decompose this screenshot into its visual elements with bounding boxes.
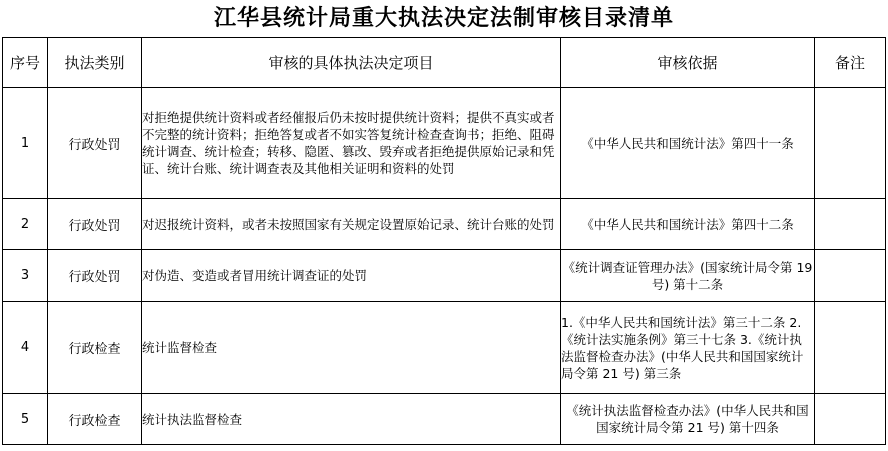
row-note — [815, 394, 886, 445]
row-category: 行政处罚 — [48, 199, 142, 250]
row-note — [815, 302, 886, 394]
header-no: 序号 — [3, 38, 48, 88]
row-item: 对迟报统计资料，或者未按照国家有关规定设置原始记录、统计台账的处罚 — [142, 199, 561, 250]
row-note — [815, 199, 886, 250]
row-no: 1 — [3, 88, 48, 199]
table-row — [3, 394, 886, 445]
row-basis: 1.《中华人民共和国统计法》第三十二条 2.《统计法实施条例》第三十七条 3.《统计执法监督检查办法》(中华人民共和国国家统计局令第 21 号) 第三条 — [561, 302, 815, 394]
row-basis: 《中华人民共和国统计法》第四十二条 — [561, 199, 815, 250]
header-basis: 审核依据 — [561, 38, 815, 88]
row-basis: 《统计调查证管理办法》(国家统计局令第 19 号) 第十二条 — [561, 250, 815, 302]
row-category: 行政处罚 — [48, 250, 142, 302]
header-item: 审核的具体执法决定项目 — [142, 38, 561, 88]
row-basis: 《中华人民共和国统计法》第四十一条 — [561, 88, 815, 199]
row-item: 统计监督检查 — [142, 302, 561, 394]
row-no: 2 — [3, 199, 48, 250]
row-item: 统计执法监督检查 — [142, 394, 561, 445]
row-note — [815, 250, 886, 302]
row-no: 4 — [3, 302, 48, 394]
row-no: 5 — [3, 394, 48, 445]
row-category: 行政处罚 — [48, 88, 142, 199]
header-note: 备注 — [815, 38, 886, 88]
document-title: 江华县统计局重大执法决定法制审核目录清单 — [213, 6, 674, 31]
row-category: 行政检查 — [48, 302, 142, 394]
row-note — [815, 88, 886, 199]
table-row — [3, 250, 886, 302]
table-row — [3, 88, 886, 199]
row-no: 3 — [3, 250, 48, 302]
table-row — [3, 199, 886, 250]
row-item: 对伪造、变造或者冒用统计调查证的处罚 — [142, 250, 561, 302]
review-catalog-table — [2, 37, 886, 445]
table-row — [3, 302, 886, 394]
row-category: 行政检查 — [48, 394, 142, 445]
header-category: 执法类别 — [48, 38, 142, 88]
row-basis: 《统计执法监督检查办法》(中华人民共和国国家统计局令第 21 号) 第十四条 — [561, 394, 815, 445]
table-header-row — [3, 38, 886, 88]
row-item: 对拒绝提供统计资料或者经催报后仍未按时提供统计资料；提供不真实或者不完整的统计资料；拒绝答复或者不如实答复统计检查查询书；拒绝、阻碍统计调查、统计检查；转移、隐匿、篡改、毁弃或者拒绝提供原始记录和凭证、统计台账、统计调查表及其他相关证明和资料的处罚 — [142, 88, 561, 199]
